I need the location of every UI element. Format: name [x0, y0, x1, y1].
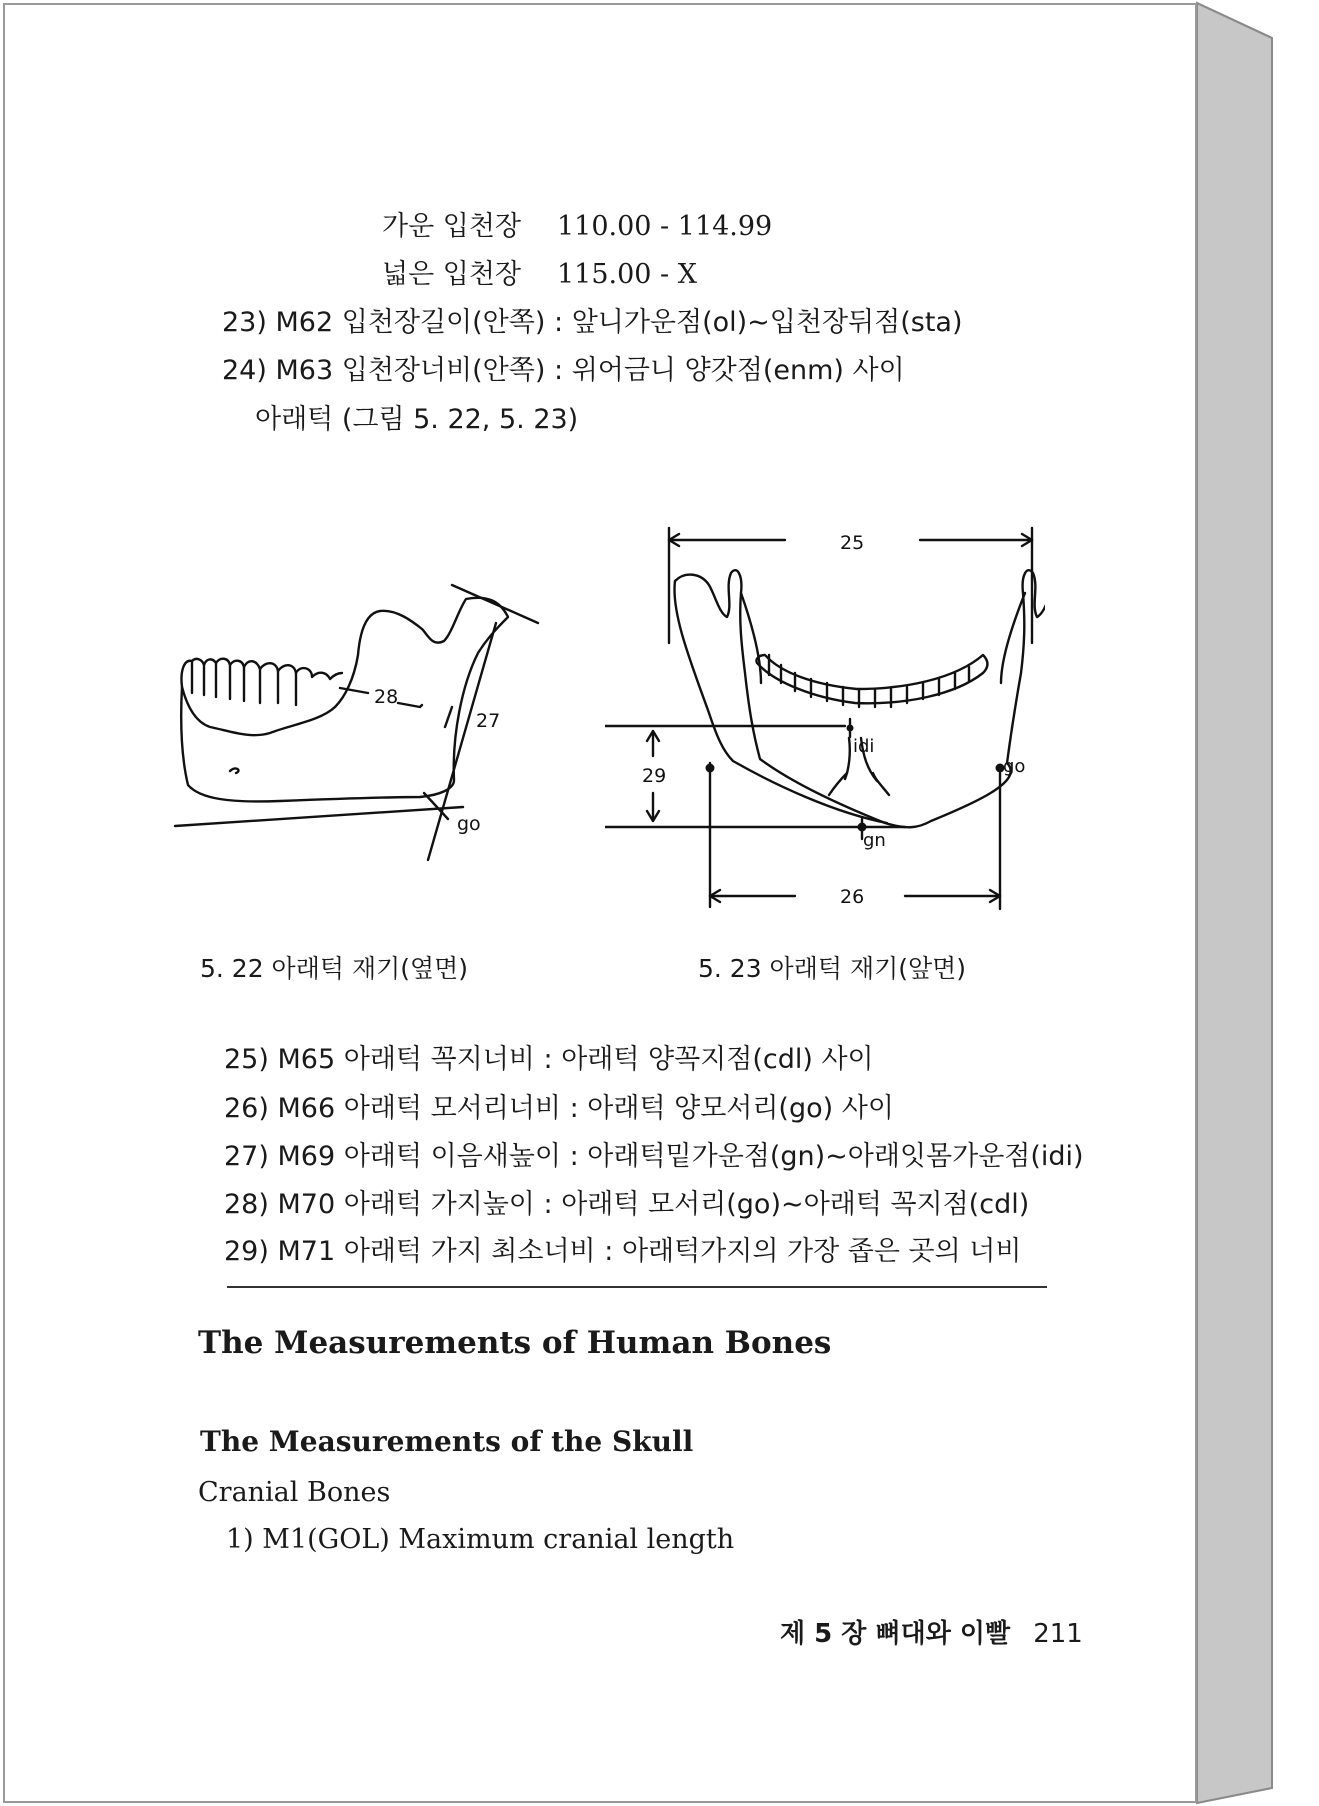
page-number: 211	[1033, 1619, 1083, 1649]
item-def: 아래턱 양모서리(go) 사이	[587, 1093, 894, 1124]
item-code: M65	[277, 1044, 336, 1075]
item-26	[224, 1092, 894, 1126]
label-26: 26	[840, 886, 865, 908]
item-23	[222, 306, 962, 340]
item-25	[224, 1043, 874, 1077]
label-29: 29	[642, 765, 667, 787]
item-def: 아래턱밑가운점(gn)∼아래잇몸가운점(idi)	[587, 1141, 1084, 1172]
item-num: 29)	[224, 1236, 269, 1267]
class-line-2-range: 115.00 - X	[557, 259, 697, 290]
item-def: 앞니가운점(ol)∼입천장뒤점(sta)	[571, 307, 963, 338]
item-def: 아래턱 모서리(go)∼아래턱 꼭지점(cdl)	[561, 1189, 1030, 1220]
item-name: 아래턱 가지 최소너비	[343, 1236, 596, 1267]
item-29	[224, 1235, 1021, 1269]
item-num: 24)	[222, 355, 267, 386]
caption-fig-5-22: 5. 22 아래턱 재기(옆면)	[200, 954, 469, 983]
item-name: 아래턱 꼭지너비	[343, 1044, 535, 1075]
figure-mandible-front	[605, 523, 1045, 913]
item-name: 아래턱 모서리너비	[343, 1093, 561, 1124]
label-28: 28	[374, 686, 399, 708]
item-28	[224, 1188, 1029, 1222]
item-code: M62	[275, 307, 334, 338]
footer-chapter: 제 5 장 뼈대와 이빨	[780, 1619, 1011, 1649]
page-footer	[780, 1613, 1083, 1650]
item-def: 위어금니 양갓점(enm) 사이	[571, 355, 905, 386]
item-def: 아래턱가지의 가장 좁은 곳의 너비	[621, 1236, 1022, 1267]
item-code: M70	[277, 1189, 336, 1220]
class-line-2-label: 넓은 입천장	[382, 259, 521, 290]
item-sep: :	[543, 1044, 553, 1075]
label-gn: gn	[863, 830, 886, 851]
teeth-front	[756, 655, 987, 703]
label-idi: idi	[853, 736, 875, 757]
teeth-row	[181, 659, 342, 687]
item-name: 아래턱 이음새높이	[343, 1141, 561, 1172]
item-sep: :	[569, 1141, 579, 1172]
item-num: 27)	[224, 1141, 269, 1172]
english-subsection: Cranial Bones	[198, 1477, 391, 1508]
english-subtitle: The Measurements of the Skull	[200, 1425, 694, 1458]
item-sep: :	[553, 355, 564, 386]
item-code: M66	[277, 1093, 336, 1124]
label-go-side: go	[457, 813, 481, 835]
item-code: M71	[277, 1236, 336, 1267]
class-line-1-range: 110.00 - 114.99	[557, 211, 773, 242]
item-name: 아래턱 가지높이	[343, 1189, 535, 1220]
item-num: 25)	[224, 1044, 269, 1075]
item-sep: :	[569, 1093, 579, 1124]
item-27	[224, 1140, 1084, 1174]
item-sep: :	[543, 1189, 553, 1220]
caption-fig-5-23: 5. 23 아래턱 재기(앞면)	[698, 954, 967, 983]
class-line-1-label: 가운 입천장	[382, 211, 521, 242]
item-num: 28)	[224, 1189, 269, 1220]
item-name: 입천장길이(안쪽)	[341, 307, 546, 338]
label-27: 27	[476, 710, 501, 732]
item-sep: :	[604, 1236, 614, 1267]
item-num: 26)	[224, 1093, 269, 1124]
english-first-item: 1) M1(GOL) Maximum cranial length	[226, 1524, 735, 1555]
item-code: M69	[277, 1141, 336, 1172]
item-sep: :	[553, 307, 564, 338]
label-25: 25	[840, 532, 865, 554]
section-heading: 아래턱 (그림 5. 22, 5. 23)	[255, 404, 579, 435]
item-code: M63	[275, 355, 334, 386]
figure-mandible-side	[170, 575, 550, 870]
item-num: 23)	[222, 307, 267, 338]
item-24	[222, 354, 905, 388]
label-go-front: go	[1003, 756, 1026, 777]
english-title: The Measurements of Human Bones	[198, 1325, 832, 1361]
item-name: 입천장너비(안쪽)	[341, 355, 546, 386]
item-def: 아래턱 양꼭지점(cdl) 사이	[561, 1044, 874, 1075]
divider-rule	[227, 1286, 1047, 1288]
